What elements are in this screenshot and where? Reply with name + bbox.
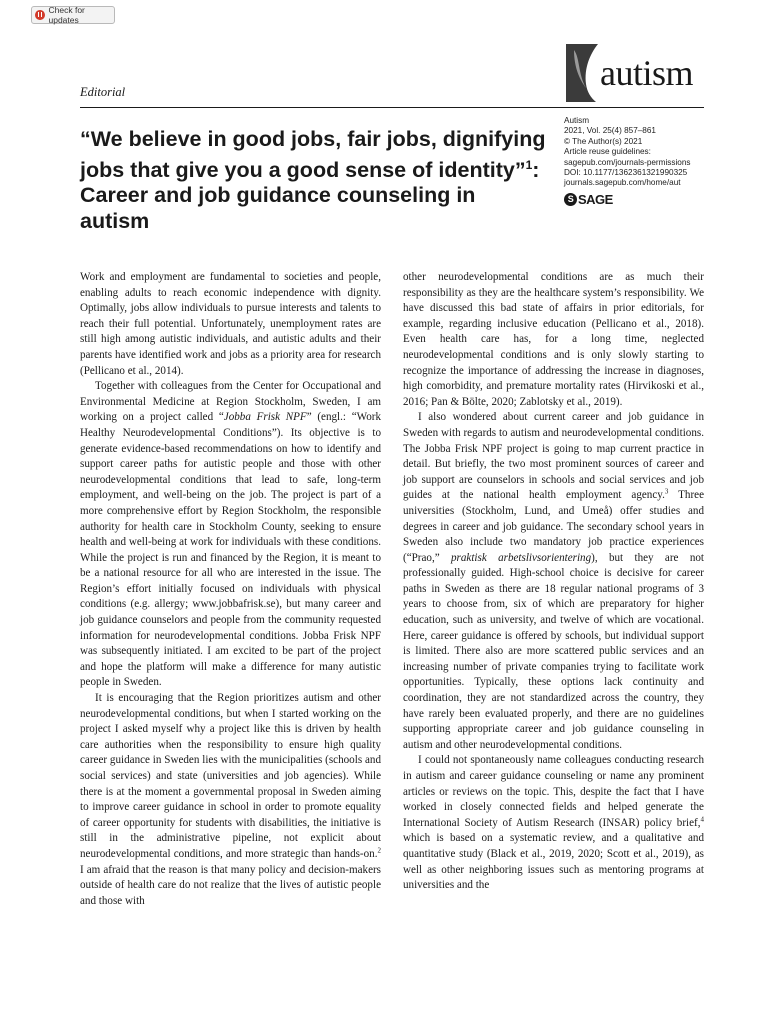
publisher-name: SAGE: [578, 192, 613, 207]
meta-copyright: © The Author(s) 2021: [564, 136, 643, 146]
check-for-updates-button[interactable]: [31, 6, 115, 24]
body-column-right: [403, 270, 704, 894]
article-metadata: [564, 116, 714, 189]
check-for-updates-label: Check for updates: [48, 5, 85, 25]
title-part-2: : Career and job guidance counseling in autism: [80, 157, 540, 233]
paragraph: I could not spontaneously name colleagues conducting research in autism and career guidance counseling or name any prominent articles or reviews on the topic. This, despite the fact that I have worked in closely connected fields and helped generate the International Society of Autism Research (INSAR) policy brief,$^4$ which is based on a systematic review, and a qualitative and quantitative study (Black et al., 2019, 2020; Scott et al., 2019), as well as other neighboring issues such as mentoring programs at universities and the: [403, 754, 704, 892]
paragraph: I also wondered about current career and job guidance in Sweden with regards to autism and neurodevelopmental conditions. The Jobba Frisk NPF project is going to map current practice in detail. But briefly, the two most prominent sources of career and job support are counselors in schools and social services and job guides at the national health employment agency.$^3$ Three universities (Stockholm, Lund, and Umeå) offer studies and degrees in career and job guidance. The secondary school years in Sweden also include two mandatory job practice experiences (“Prao,” praktisk arbetslivsorientering), but they are not professionally guided. High-school choice is decisive for career paths in Sweden as there are 18 regular national programs of 3 years to choose from, six of which are preparatory for higher education, such as university, and twelve of which are vocational. Here, career guidance is offered by schools, but individual support is limited. There also are more scattered public services and an increasing number of private companies trying to facilitate work opportunities. Typically, these options lack continuity and coordination, they are not standardized across the country, they have rarely been evaluated properly, and there are no guidelines supporting appropriate career and job guidance counseling in autism and other neurodevelopmental conditions.: [403, 411, 704, 751]
paragraph: It is encouraging that the Region prioritizes autism and other neurodevelopmental conditions, but when I started working on the project I asked myself why a project like this is driven by health care authorities when the responsibility to ensure high quality career guidance in Sweden lies with the municipalities (schools and social services) and state (universities and job agencies). While there is at the moment a governmental proposal in Sweden aiming to improve career guidance in school in order to promote equality of career opportunity for students with disabilities, the initiative is still in the administrative pipeline, not explicit about neurodevelopmental conditions, and more strategic than hands-on.$^2$ I am afraid that the reason is that many policy and decision-makers outside of health care do not realize that the lives of autistic people and those with: [80, 692, 381, 907]
meta-volume: 2021, Vol. 25(4) 857–861: [564, 126, 656, 136]
paragraph: other neurodevelopmental conditions are as much their responsibility as they are the healthcare system’s responsibility. We have discussed this bad state of affairs in prior editorials, for example, regarding inclusive education (Pellicano et al., 2018). Even health care has, for a long time, neglected neurodevelopmental conditions and is only slowly starting to recognize the importance of addressing the increase in diagnoses, high comorbidity, and premature mortality rates (Hirvikoski et al., 2016; Pan & Bölte, 2020; Zablotsky et al., 2019).: [403, 271, 704, 408]
meta-permissions-link[interactable]: sagepub.com/journals-permissions: [564, 157, 691, 167]
paragraph: Work and employment are fundamental to societies and people, enabling adults to reach economic independence with dignity. Optimally, jobs allow individuals to pursue interests and talents to reach their full potential. Unfortunately, unemployment rates are still high among autistic individuals, and autistic adults and their parents have identified work and jobs as a priority area for research (Pellicano et al., 2014).: [80, 271, 381, 377]
update-icon: [35, 10, 45, 20]
footnote-marker[interactable]: 2: [377, 846, 381, 855]
title-footnote-marker[interactable]: 1: [525, 157, 533, 172]
sage-icon: S: [564, 193, 577, 206]
meta-journal-url[interactable]: journals.sagepub.com/home/aut: [564, 178, 681, 188]
footnote-marker[interactable]: 3: [664, 487, 669, 496]
section-label: Editorial: [80, 85, 126, 99]
header-rule: [80, 107, 704, 108]
publisher-logo: [564, 192, 613, 207]
paragraph: Together with colleagues from the Center for Occupational and Environmental Medicine at Region Stockholm, Sweden, I am working on a project called “Jobba Frisk NPF” (engl.: “Work Healthy Neurodevelopmental Conditions”). Its objective is to generate evidence-based recommendations on how to identify and support career paths for autistic people and those with other neurodevelopmental conditions that lead to safe, long-term employment, and well-being on the job. The project is part of a more comprehensive effort by Region Stockholm, the responsible authority for health care in Stockholm County, seeking to ensure health and well-being at work for individuals with these conditions. While the project is run and financed by the Region, it is meant to be a national resource for all who are interested in the issue. The Region’s effort initially focused on individuals with physical conditions (e.g. allergy; www.jobbafrisk.se), but many career and job guidance counselors and people from the community requested information for neurodevelopmental conditions. Jobba Frisk NPF was subsequently initiated. I am excited to be part of the project and hope the platform will make a difference for many autistic people in Sweden.: [80, 380, 381, 689]
title-part-1: “We believe in good jobs, fair jobs, dignifying jobs that give you a good sense of identity”: [80, 127, 546, 182]
footnote-marker[interactable]: 4: [700, 815, 704, 824]
meta-reuse: Article reuse guidelines:: [564, 147, 651, 157]
body-column-left: [80, 270, 381, 909]
journal-logo-text: autism: [600, 53, 693, 93]
meta-journal: Autism: [564, 116, 590, 125]
meta-doi[interactable]: DOI: 10.1177/1362361321990325: [564, 168, 688, 178]
article-title: [80, 127, 550, 234]
